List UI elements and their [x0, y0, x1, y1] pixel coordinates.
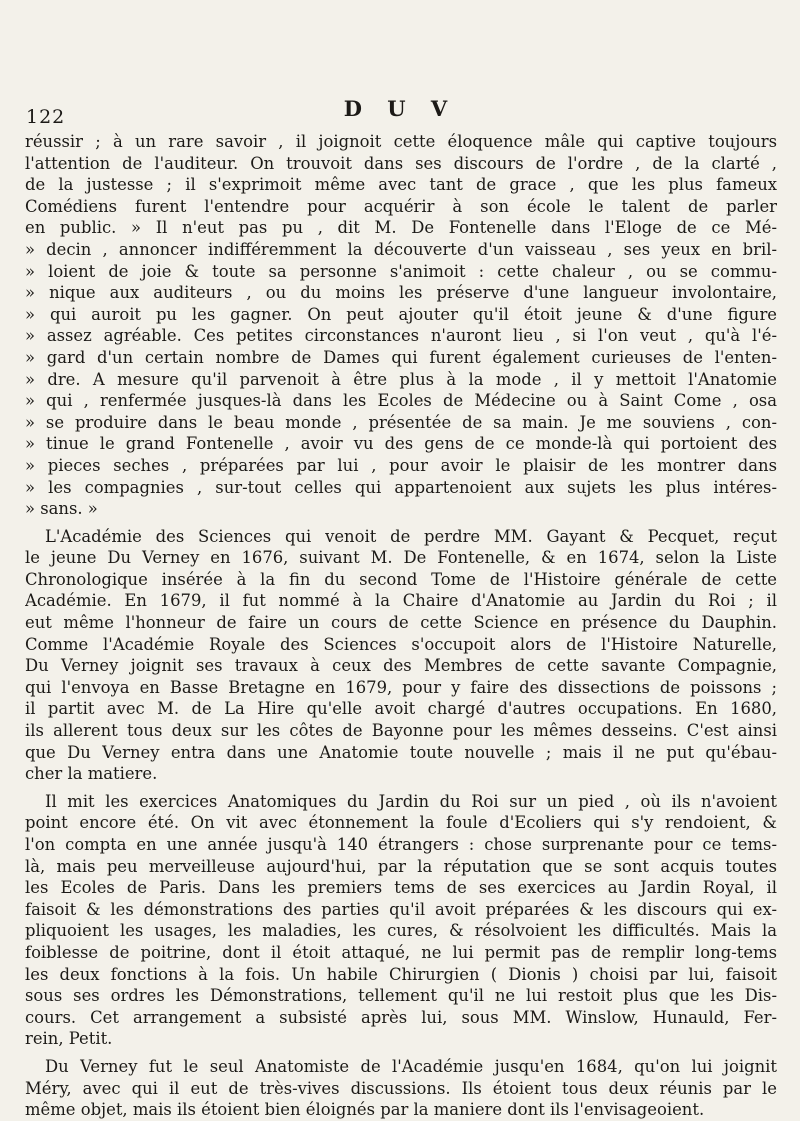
text-line: Comme l'Académie Royale des Sciences s'occupoit alors de l'Histoire Naturelle, [25, 634, 777, 654]
text-line: de la justesse ; il s'exprimoit même avec tant de grace , que les plus fameux [25, 175, 777, 195]
text-line: Chronologique insérée à la fin du second Tome de l'Histoire générale de cette [25, 569, 777, 589]
text-line: rein, Petit. [25, 1029, 113, 1049]
text-line: que Du Verney entra dans une Anatomie toute nouvelle ; mais il ne put qu'ébau- [25, 742, 777, 762]
paragraph [25, 791, 777, 1050]
text-line: les deux fonctions à la fois. Un habile Chirurgien ( Dionis ) choisi par lui, faisoit [25, 964, 777, 984]
text-line: Du Verney joignit ses travaux à ceux des Membres de cette savante Compagnie, [25, 656, 777, 676]
text-line: L'Académie des Sciences qui venoit de perdre MM. Gayant & Pecquet, reçut [45, 526, 777, 546]
text-line: en public. » Il n'eut pas pu , dit M. De Fontenelle dans l'Eloge de ce Mé- [25, 218, 777, 238]
text-line: » loient de joie & toute sa personne s'animoit : cette chaleur , ou se commu- [25, 261, 777, 281]
text-line: cher la matiere. [25, 764, 158, 784]
page-header [0, 96, 800, 126]
text-line: » nique aux auditeurs , ou du moins les préserve d'une langueur involontaire, [25, 283, 777, 303]
text-line: Du Verney fut le seul Anatomiste de l'Académie jusqu'en 1684, qu'on lui joignit [45, 1056, 777, 1076]
text-line: ils allerent tous deux sur les côtes de Bayonne pour les mêmes desseins. C'est ainsi [25, 721, 777, 741]
text-line: » assez agréable. Ces petites circonstances n'auront lieu , si l'on veut , qu'à l'é- [25, 326, 777, 346]
text-line: les Ecoles de Paris. Dans les premiers tems de ses exercices au Jardin Royal, il [25, 878, 777, 898]
text-line: même objet, mais ils étoient bien éloignés par la maniere dont ils l'envisageoient. [25, 1100, 705, 1120]
text-line: foiblesse de poitrine, dont il étoit attaqué, ne lui permit pas de remplir long-tems [25, 942, 777, 962]
text-line: qui l'envoya en Basse Bretagne en 1679, pour y faire des dissections de poissons ; [25, 677, 777, 697]
text-line: l'on compta en une année jusqu'à 140 étrangers : chose surprenante pour ce tems- [25, 835, 777, 854]
page-number: 122 [26, 106, 66, 128]
text-line: là, mais peu merveilleuse aujourd'hui, par la réputation que se sont acquis toutes [25, 856, 777, 876]
text-line: Académie. En 1679, il fut nommé à la Chaire d'Anatomie au Jardin du Roi ; il [25, 591, 777, 611]
text-line: » se produire dans le beau monde , présentée de sa main. Je me souviens , con- [25, 412, 777, 432]
text-line: » tinue le grand Fontenelle , avoir vu des gens de ce monde-là qui portoient des [25, 434, 777, 454]
text-line: réussir ; à un rare savoir , il joignoit cette éloquence mâle qui captive toujours [25, 132, 777, 151]
text-line: » pieces seches , préparées par lui , pour avoir le plaisir de les montrer dans [25, 455, 777, 475]
text-line: point encore été. On vit avec étonnement la foule d'Ecoliers qui s'y rendoient, & [25, 813, 777, 833]
text-line: sous ses ordres les Démonstrations, tellement qu'il ne lui restoit plus que les Dis- [25, 986, 777, 1006]
text-line: le jeune Du Verney en 1676, suivant M. De Fontenelle, & en 1674, selon la Liste [25, 548, 777, 568]
text-line: » les compagnies , sur-tout celles qui appartenoient aux sujets les plus intéres- [25, 477, 777, 497]
body-text [25, 131, 777, 1121]
paragraph [25, 131, 777, 520]
text-line: » sans. » [25, 499, 98, 519]
running-head: D U V [343, 96, 457, 121]
text-line: faisoit & les démonstrations des parties qu'il avoit préparées & les discours qui ex- [25, 899, 777, 919]
text-line: Il mit les exercices Anatomiques du Jardin du Roi sur un pied , où ils n'avoient [45, 791, 777, 811]
text-line: cours. Cet arrangement a subsisté après lui, sous MM. Winslow, Hunauld, Fer- [25, 1007, 777, 1027]
text-line: » gard d'un certain nombre de Dames qui furent également curieuses de l'enten- [25, 347, 777, 367]
text-line: eut même l'honneur de faire un cours de cette Science en présence du Dauphin. [25, 613, 777, 633]
text-line: il partit avec M. de La Hire qu'elle avoit chargé d'autres occupations. En 1680, [25, 699, 777, 719]
text-line: » decin , annoncer indifféremment la découverte d'un vaisseau , ses yeux en bril- [25, 239, 777, 259]
text-line: » qui , renfermée jusques-là dans les Ecoles de Médecine ou à Saint Come , osa [25, 391, 777, 411]
text-line: Comédiens furent l'entendre pour acquérir à son école le talent de parler [25, 196, 777, 216]
text-line: l'attention de l'auditeur. On trouvoit dans ses discours de l'ordre , de la clarté , [25, 153, 777, 173]
text-line: » qui auroit pu les gagner. On peut ajouter qu'il étoit jeune & d'une figure [25, 304, 777, 324]
text-line: Méry, avec qui il eut de très-vives discussions. Ils étoient tous deux réunis par le [25, 1078, 777, 1098]
paragraph [25, 526, 777, 785]
text-line: » dre. A mesure qu'il parvenoit à être plus à la mode , il y mettoit l'Anatomie [25, 369, 777, 389]
paragraph [25, 1056, 777, 1121]
text-line: pliquoient les usages, les maladies, les cures, & résolvoient les difficultés. Mais la [25, 921, 777, 941]
